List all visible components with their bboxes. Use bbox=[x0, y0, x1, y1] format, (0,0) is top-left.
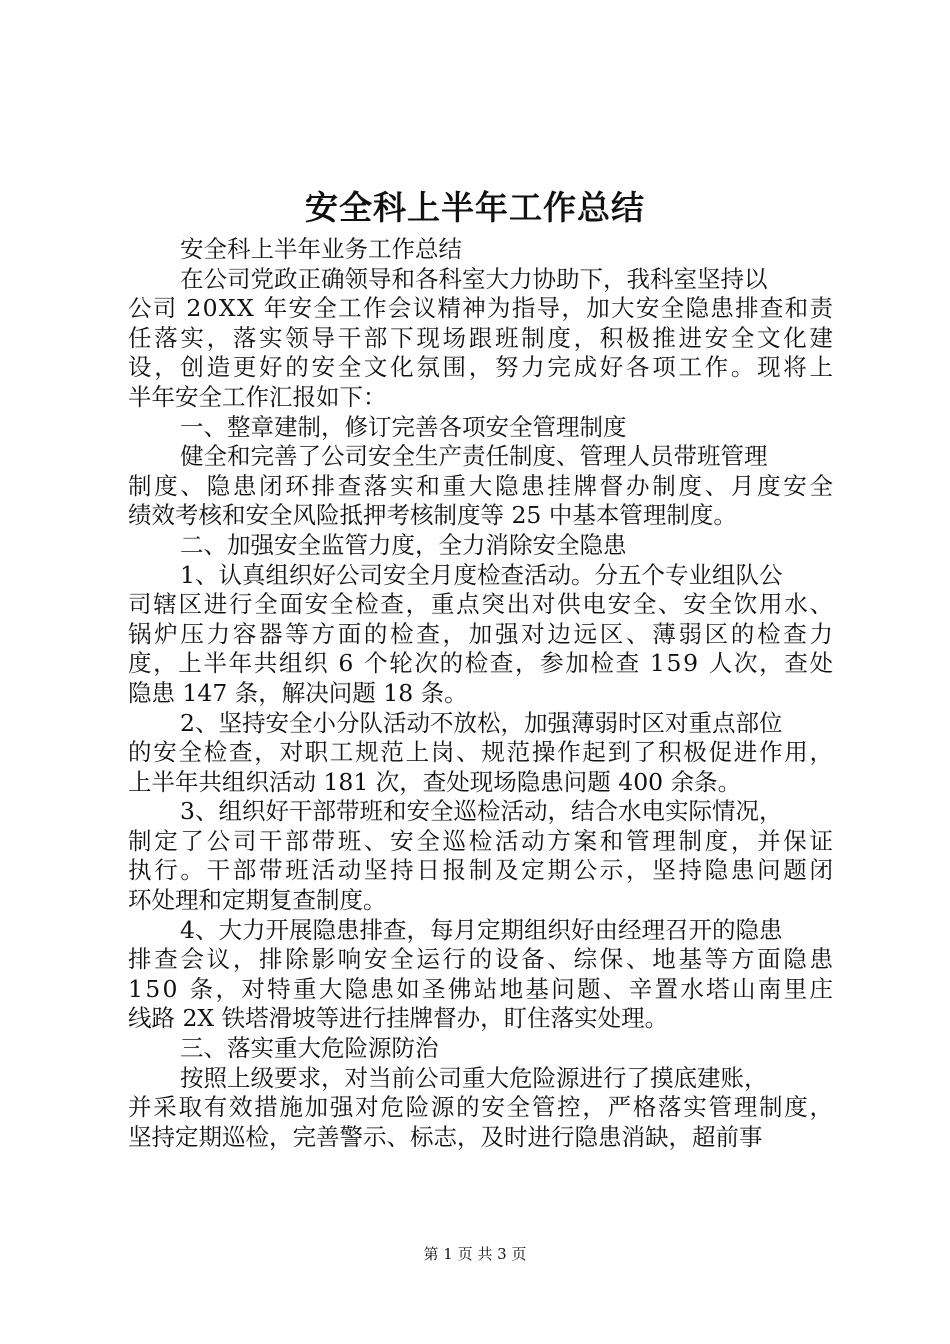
body-line: 按照上级要求，对当前公司重大危险源进行了摸底建账， bbox=[180, 1063, 768, 1092]
body-line: 的安全检查，对职工规范上岗、规范操作起到了积极促进作用， bbox=[128, 738, 835, 767]
document-title: 安全科上半年工作总结 bbox=[305, 188, 645, 227]
body-line: 线路 2X 铁塔滑坡等进行挂牌督办，盯住落实处理。 bbox=[128, 1004, 669, 1033]
body-line: 绩效考核和安全风险抵押考核制度等 25 中基本管理制度。 bbox=[128, 501, 737, 530]
body-line: 一、整章建制，修订完善各项安全管理制度 bbox=[180, 412, 627, 441]
body-line: 3、组织好干部带班和安全巡检活动，结合水电实际情况， bbox=[180, 797, 783, 826]
body-line: 度，上半年共组织 6 个轮次的检查，参加检查 159 人次，查处 bbox=[128, 649, 835, 678]
document-body bbox=[128, 235, 836, 1152]
body-line: 安全科上半年业务工作总结 bbox=[180, 235, 462, 263]
body-line: 二、加强安全监管力度，全力消除安全隐患 bbox=[180, 530, 627, 559]
body-line: 制定了公司干部带班、安全巡检活动方案和管理制度，并保证 bbox=[128, 826, 836, 855]
body-line: 设，创造更好的安全文化氛围，努力完成好各项工作。现将上 bbox=[128, 353, 836, 382]
body-line: 任落实，落实领导干部下现场跟班制度，积极推进安全文化建 bbox=[128, 323, 836, 352]
body-line: 三、落实重大危险源防治 bbox=[180, 1034, 439, 1063]
body-line: 排查会议，排除影响安全运行的设备、综保、地基等方面隐患 bbox=[128, 945, 836, 974]
body-line: 环处理和定期复查制度。 bbox=[128, 886, 387, 915]
body-line: 半年安全工作汇报如下： bbox=[128, 382, 387, 411]
body-line: 健全和完善了公司安全生产责任制度、管理人员带班管理 bbox=[180, 442, 768, 471]
body-line: 隐患 147 条，解决问题 18 条。 bbox=[128, 678, 468, 707]
body-line: 2、坚持安全小分队活动不放松，加强薄弱时区对重点部位 bbox=[180, 708, 783, 737]
page-footer: 第 1 页 共 3 页 bbox=[423, 1245, 527, 1263]
body-line: 锅炉压力容器等方面的检查，加强对边远区、薄弱区的检查力 bbox=[128, 619, 836, 648]
body-line: 在公司党政正确领导和各科室大力协助下，我科室坚持以 bbox=[180, 264, 768, 293]
body-line: 并采取有效措施加强对危险源的安全管控，严格落实管理制度， bbox=[128, 1093, 835, 1122]
body-line: 4、大力开展隐患排查，每月定期组织好由经理召开的隐患 bbox=[180, 915, 783, 944]
body-line: 上半年共组织活动 181 次，查处现场隐患问题 400 余条。 bbox=[128, 767, 742, 796]
body-line: 150 条，对特重大隐患如圣佛站地基问题、辛置水塔山南里庄 bbox=[128, 974, 836, 1003]
body-line: 执行。干部带班活动坚持日报制及定期公示，坚持隐患问题闭 bbox=[128, 856, 836, 885]
body-line: 公司 20XX 年安全工作会议精神为指导，加大安全隐患排查和责 bbox=[128, 294, 835, 323]
body-line: 1、认真组织好公司安全月度检查活动。分五个专业组队公 bbox=[180, 560, 783, 589]
body-line: 坚持定期巡检，完善警示、标志，及时进行隐患消缺，超前事 bbox=[128, 1122, 763, 1151]
body-line: 制度、隐患闭环排查落实和重大隐患挂牌督办制度、月度安全 bbox=[128, 471, 836, 500]
body-line: 司辖区进行全面安全检查，重点突出对供电安全、安全饮用水、 bbox=[128, 590, 835, 619]
